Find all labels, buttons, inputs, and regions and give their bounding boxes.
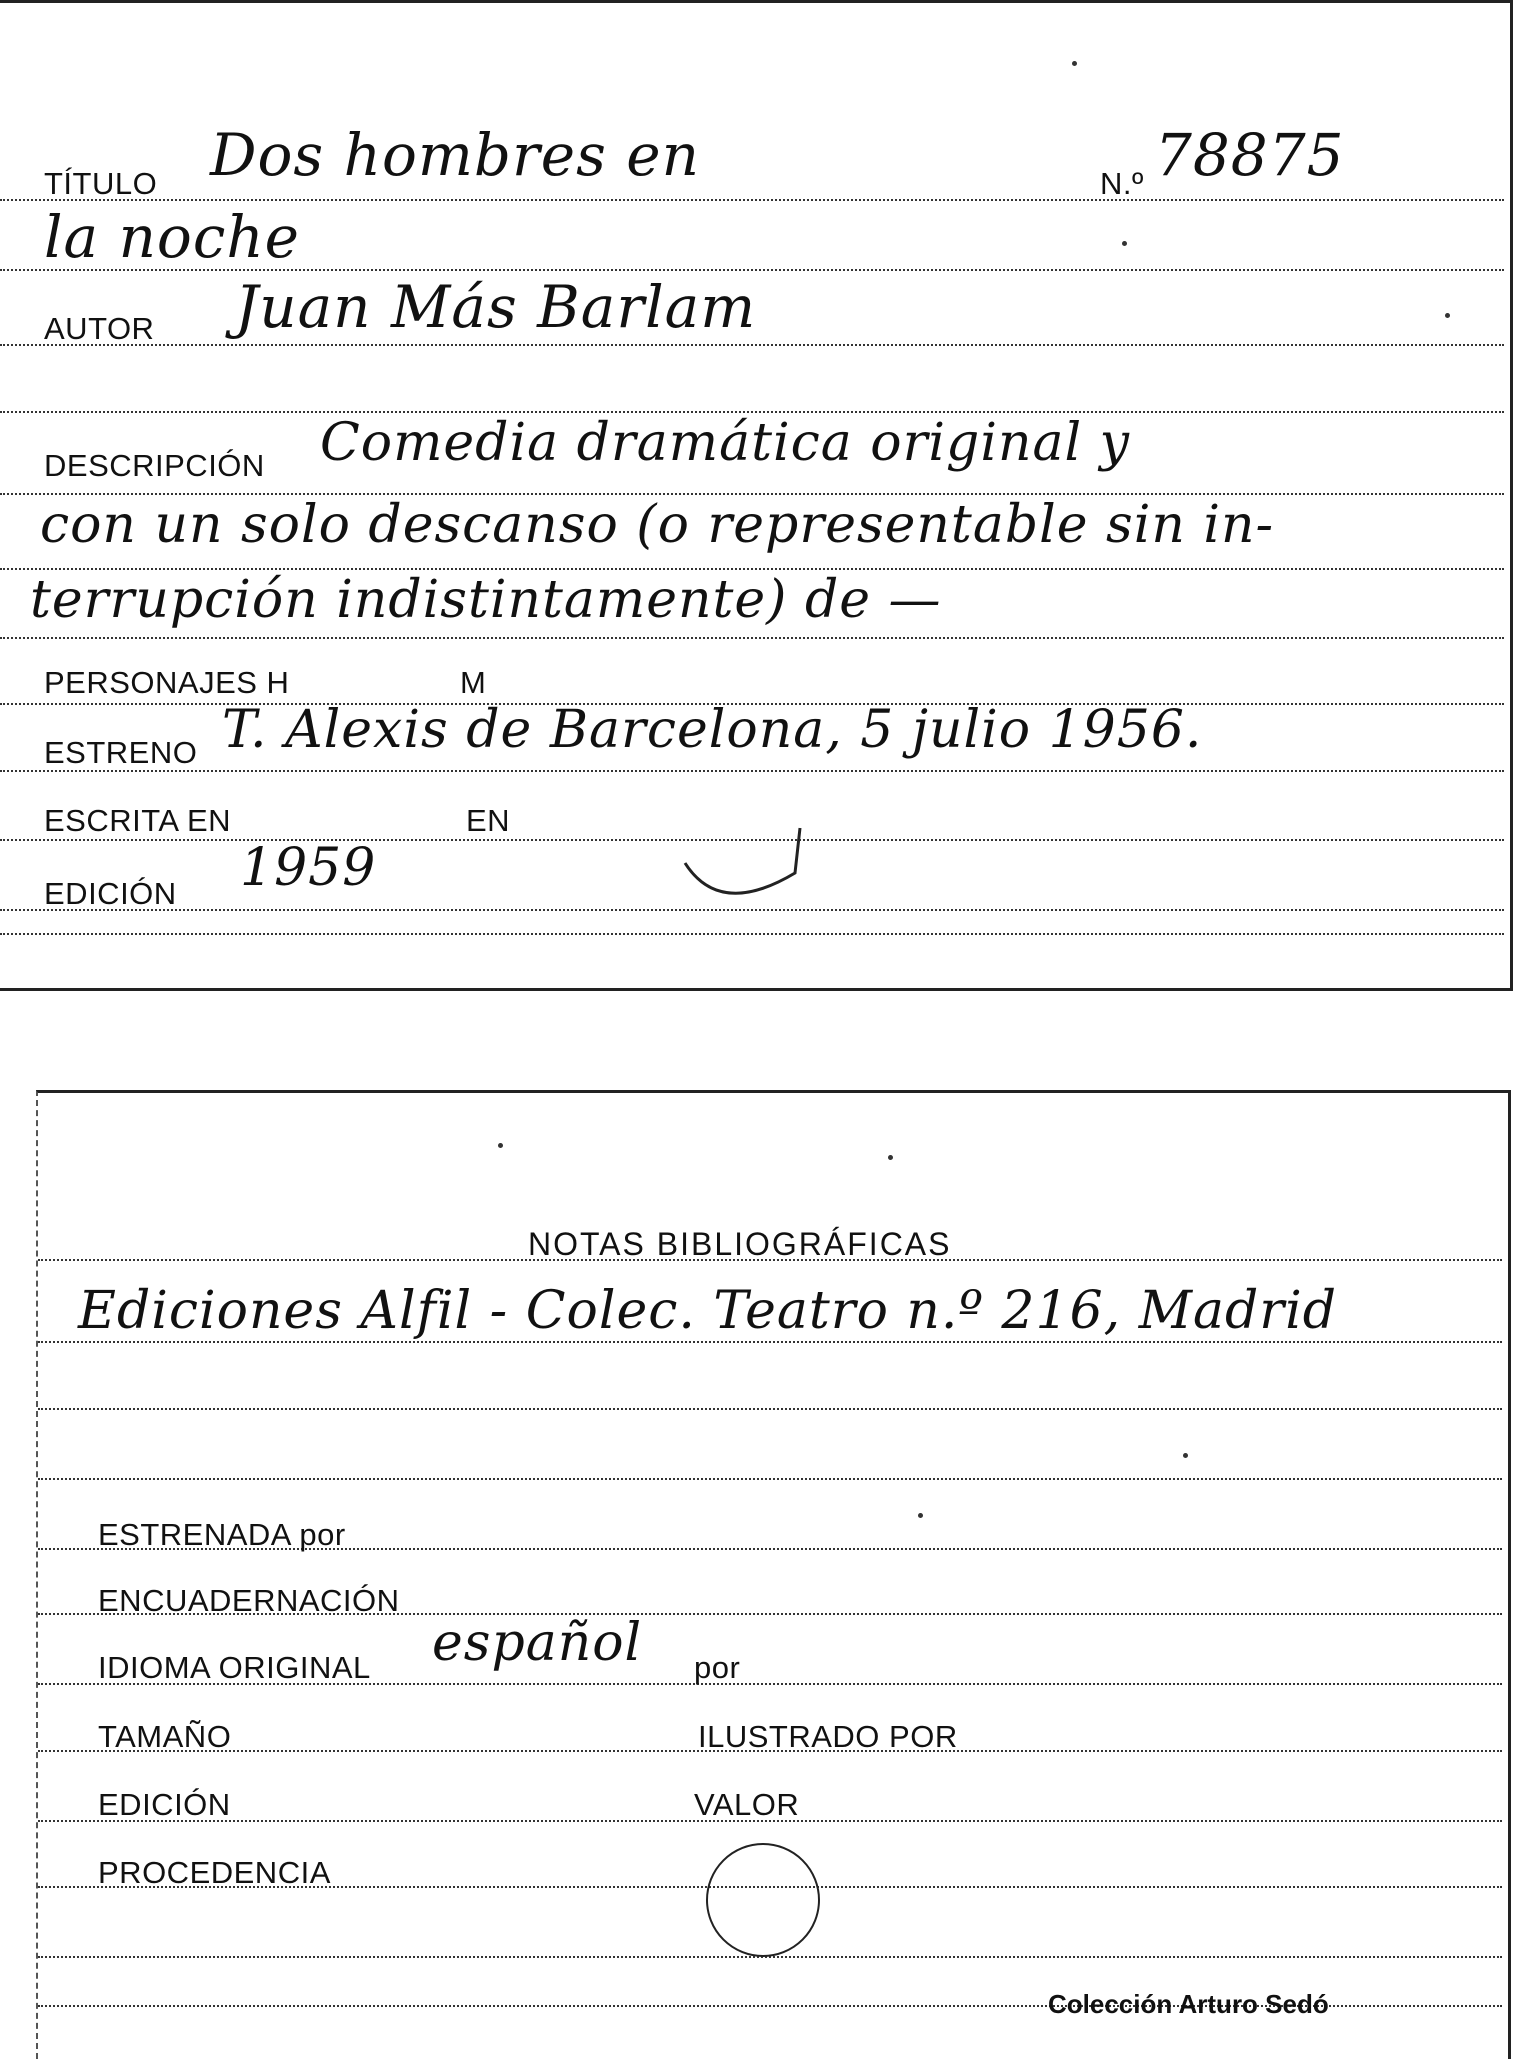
rule-line	[0, 933, 1504, 935]
estreno-value: T. Alexis de Barcelona, 5 julio 1956.	[222, 700, 1203, 760]
titulo-value-line1: Dos hombres en	[210, 121, 700, 189]
edicion-value: 1959	[240, 838, 377, 898]
catalog-card-front	[0, 0, 1513, 991]
speck	[498, 1143, 503, 1148]
numero-value: 78875	[1155, 121, 1345, 189]
ilustrado-por-label: ILUSTRADO POR	[698, 1719, 958, 1754]
coleccion-footer: Colección Arturo Sedó	[1048, 1989, 1329, 2019]
catalog-card-back	[36, 1090, 1511, 2059]
rule-line	[0, 344, 1504, 346]
personajes-m-label: M	[460, 665, 487, 700]
descripcion-label: DESCRIPCIÓN	[44, 448, 265, 483]
punch-hole-circle	[706, 1843, 820, 1957]
speck	[888, 1155, 893, 1160]
descripcion-value-line2: con un solo descanso (o representable sin in-	[40, 495, 1275, 555]
titulo-value-line2: la noche	[44, 203, 301, 271]
numero-label: N.º	[1100, 166, 1144, 201]
autor-label: AUTOR	[44, 311, 155, 346]
rule-line	[38, 1478, 1502, 1480]
notas-value: Ediciones Alfil - Colec. Teatro n.º 216, Madrid	[78, 1281, 1338, 1341]
encuadernacion-label: ENCUADERNACIÓN	[98, 1583, 400, 1618]
rule-line	[38, 1341, 1502, 1343]
speck	[1072, 61, 1077, 66]
notas-bibliograficas-heading: NOTAS BIBLIOGRÁFICAS	[528, 1226, 952, 1262]
speck	[1445, 313, 1450, 318]
speck	[1183, 1453, 1188, 1458]
rule-line	[0, 637, 1504, 639]
procedencia-label: PROCEDENCIA	[98, 1855, 331, 1890]
personajes-h-label: PERSONAJES H	[44, 665, 290, 700]
valor-label: VALOR	[694, 1787, 800, 1822]
estrenada-label: ESTRENADA por	[98, 1517, 346, 1552]
descripcion-value-line3: terrupción indistintamente) de —	[30, 570, 942, 630]
idioma-por-label: por	[694, 1650, 741, 1685]
rule-line	[0, 199, 1504, 201]
rule-line	[0, 909, 1504, 911]
punch-hole-arc	[680, 823, 810, 903]
rule-line	[38, 1408, 1502, 1410]
descripcion-value-line1: Comedia dramática original y	[320, 413, 1131, 473]
idioma-original-label: IDIOMA ORIGINAL	[98, 1650, 371, 1685]
estreno-label: ESTRENO	[44, 735, 198, 770]
titulo-label: TÍTULO	[44, 166, 158, 201]
escrita-en-label: ESCRITA EN	[44, 803, 232, 838]
escrita-en-second-label: EN	[466, 803, 511, 838]
edicion-label: EDICIÓN	[44, 876, 177, 911]
idioma-value: español	[432, 1613, 643, 1673]
tamano-label: TAMAÑO	[98, 1719, 232, 1754]
edicion-label-back: EDICIÓN	[98, 1787, 231, 1822]
speck	[1122, 241, 1127, 246]
autor-value: Juan Más Barlam	[235, 273, 757, 341]
speck	[918, 1513, 923, 1518]
rule-line	[0, 770, 1504, 772]
